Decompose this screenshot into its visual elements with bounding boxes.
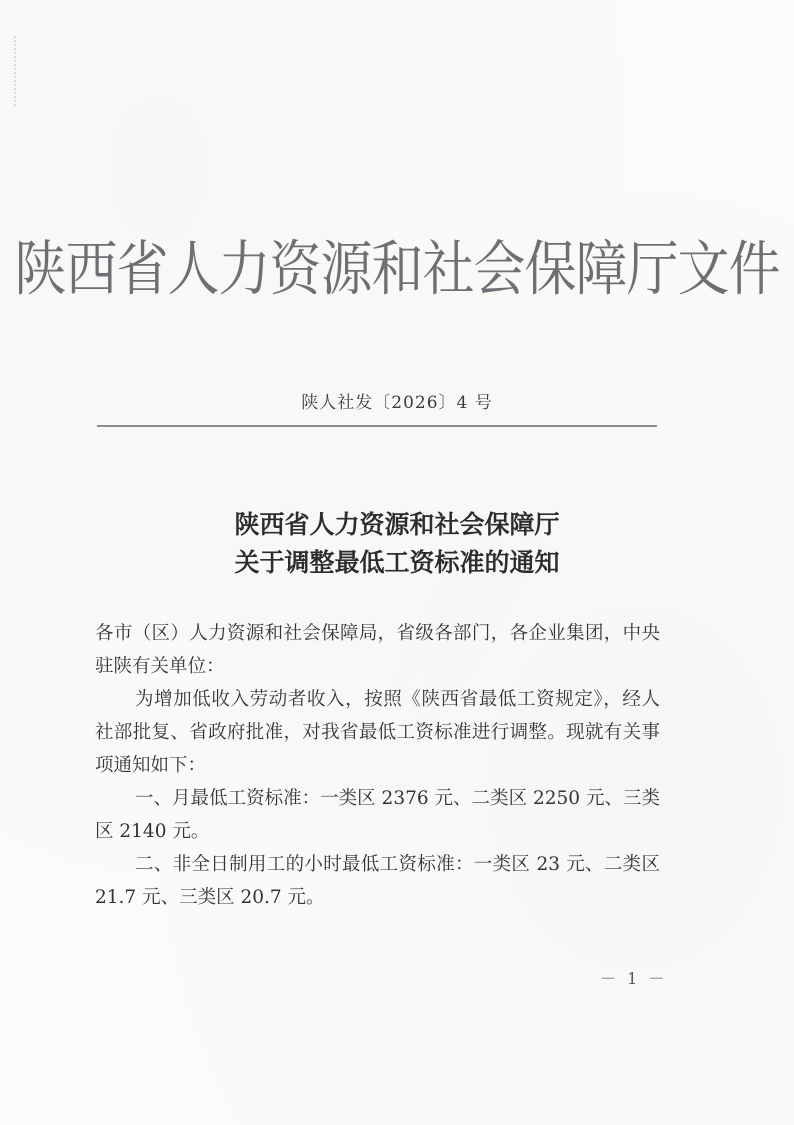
document-number: 陕人社发〔2026〕4 号 <box>301 393 493 413</box>
title-line-2: 关于调整最低工资标准的通知 <box>234 548 560 577</box>
item-2-paragraph: 二、非全日制用工的小时最低工资标准：一类区 23 元、二类区 21.7 元、三类区 20.7 元。 <box>95 854 660 908</box>
page-number: － 1 － <box>600 969 668 988</box>
intro-paragraph: 为增加低收入劳动者收入，按照《陕西省最低工资规定》，经人社部批复、省政府批准，对我省最低工资标准进行调整。现就有关事项通知如下： <box>95 689 660 776</box>
document-body <box>95 617 660 914</box>
issuing-org-header: 陕西省人力资源和社会保障厅文件 <box>14 235 780 305</box>
addressee-paragraph: 各市（区）人力资源和社会保障局，省级各部门，各企业集团，中央驻陕有关单位： <box>95 623 660 677</box>
scan-marks <box>14 36 18 106</box>
document-title <box>0 506 794 582</box>
title-line-1: 陕西省人力资源和社会保障厅 <box>234 510 560 539</box>
item-1-paragraph: 一、月最低工资标准：一类区 2376 元、二类区 2250 元、三类区 2140 元。 <box>95 788 660 842</box>
header-divider <box>97 425 657 427</box>
